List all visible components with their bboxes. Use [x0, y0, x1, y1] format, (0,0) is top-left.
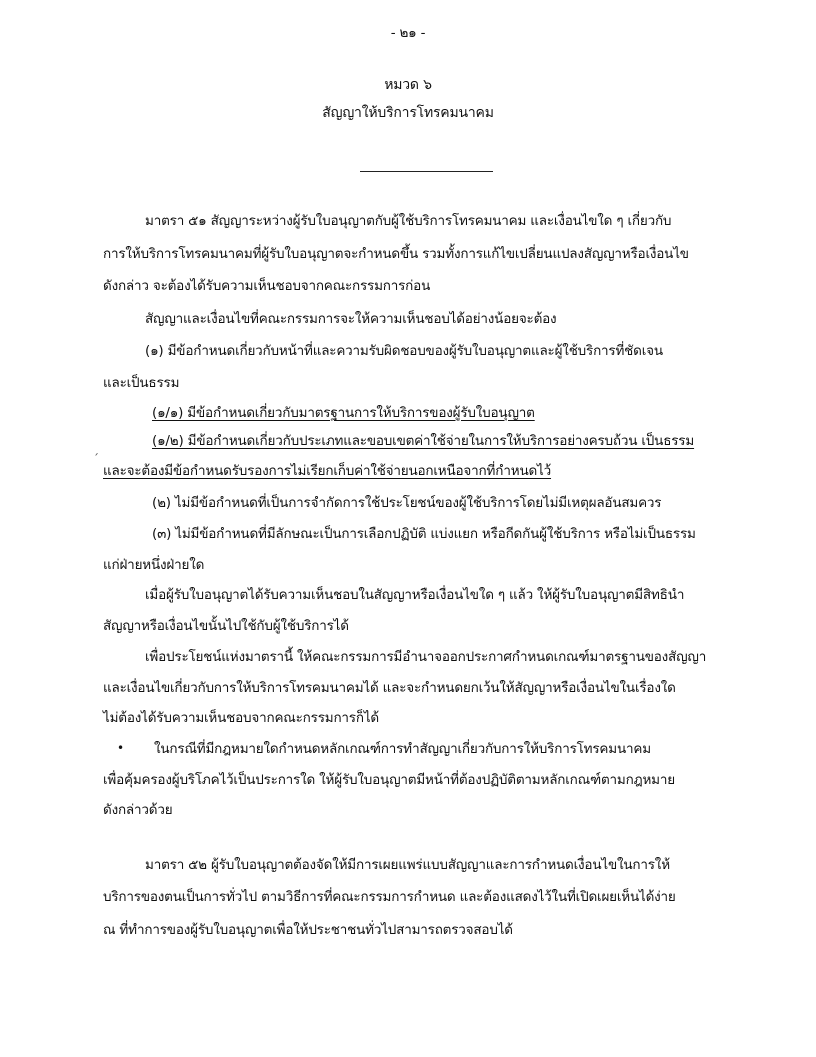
- benefit-line-1: เพื่อประโยชน์แห่งมาตรานี้ ให้คณะกรรมการมีอำนาจออกประกาศกำหนดเกณฑ์มาตรฐานของสัญญา: [145, 649, 707, 665]
- benefit-line-2: และเงื่อนไขเกี่ยวกับการให้บริการโทรคมนาคมได้ และจะกำหนดยกเว้นให้สัญญาหรือเงื่อนไขในเรื่องใด: [103, 680, 676, 696]
- section-52-line-2: บริการของตนเป็นการทั่วไป ตามวิธีการที่คณะกรรมการกำหนด และต้องแสดงไว้ในที่เปิดเผยเห็นได้ง่าย: [103, 889, 676, 905]
- page-number: - ๒๑ -: [390, 25, 426, 41]
- approval-line-1: เมื่อผู้รับใบอนุญาตได้รับความเห็นชอบในสัญญาหรือเงื่อนไขใด ๆ แล้ว ให้ผู้รับใบอนุญาตมีสิทธินำ: [145, 587, 685, 603]
- clause-3-line-2: แก่ฝ่ายหนึ่งฝ่ายใด: [103, 557, 205, 573]
- stray-mark: ˊ: [93, 452, 99, 466]
- bullet-mark: •: [117, 741, 125, 755]
- section-52-line-1: มาตรา ๕๒ ผู้รับใบอนุญาตต้องจัดให้มีการเผยแพร่แบบสัญญาและการกำหนดเงื่อนไขในการให้: [145, 857, 670, 873]
- section-51-line-1: มาตรา ๕๑ สัญญาระหว่างผู้รับใบอนุญาตกับผู้ใช้บริการโทรคมนาคม และเงื่อนไขใด ๆ เกี่ยวกับ: [145, 213, 672, 229]
- law-line-1: ในกรณีที่มีกฎหมายใดกำหนดหลักเกณฑ์การทำสัญญาเกี่ยวกับการให้บริการโทรคมนาคม: [154, 741, 651, 757]
- chapter-title: หมวด ๖: [384, 77, 432, 93]
- approval-line-2: สัญญาหรือเงื่อนไขนั้นไปใช้กับผู้ใช้บริการได้: [103, 618, 349, 634]
- clause-1-2-line-2: และจะต้องมีข้อกำหนดรับรองการไม่เรียกเก็บค่าใช้จ่ายนอกเหนือจากที่กำหนดไว้: [103, 463, 552, 479]
- clause-1-1: (๑/๑) มีข้อกำหนดเกี่ยวกับมาตรฐานการให้บริการของผู้รับใบอนุญาต: [152, 405, 535, 421]
- clause-1-line-2: และเป็นธรรม: [103, 375, 180, 391]
- law-line-3: ดังกล่าวด้วย: [103, 802, 173, 818]
- conditions-intro: สัญญาและเงื่อนไขที่คณะกรรมการจะให้ความเห็นชอบได้อย่างน้อยจะต้อง: [145, 311, 557, 327]
- clause-2: (๒) ไม่มีข้อกำหนดที่เป็นการจำกัดการใช้ประโยชน์ของผู้ใช้บริการโดยไม่มีเหตุผลอันสมควร: [152, 495, 662, 511]
- section-52-line-3: ณ ที่ทำการของผู้รับใบอนุญาตเพื่อให้ประชาชนทั่วไปสามารถตรวจสอบได้: [103, 922, 513, 938]
- clause-3-line-1: (๓) ไม่มีข้อกำหนดที่มีลักษณะเป็นการเลือกปฏิบัติ แบ่งแยก หรือกีดกันผู้ใช้บริการ หรือไม่เป็นธรรม: [152, 526, 696, 542]
- benefit-line-3: ไม่ต้องได้รับความเห็นชอบจากคณะกรรมการก็ได้: [103, 710, 379, 726]
- section-51-line-3: ดังกล่าว จะต้องได้รับความเห็นชอบจากคณะกรรมการก่อน: [103, 278, 431, 294]
- clause-1-2-line-1: (๑/๒) มีข้อกำหนดเกี่ยวกับประเภทและขอบเขตค่าใช้จ่ายในการให้บริการอย่างครบถ้วน เป็นธรรม: [152, 433, 695, 449]
- law-line-2: เพื่อคุ้มครองผู้บริโภคไว้เป็นประการใด ให้ผู้รับใบอนุญาตมีหน้าที่ต้องปฏิบัติตามหลักเกณฑ์ตามกฎหมาย: [103, 772, 675, 788]
- clause-1-line-1: (๑) มีข้อกำหนดเกี่ยวกับหน้าที่และความรับผิดชอบของผู้รับใบอนุญาตและผู้ใช้บริการที่ชัดเจน: [145, 343, 663, 359]
- section-51-line-2: การให้บริการโทรคมนาคมที่ผู้รับใบอนุญาตจะกำหนดขึ้น รวมทั้งการแก้ไขเปลี่ยนแปลงสัญญาหรือเงื่อนไข: [103, 246, 689, 262]
- chapter-subtitle: สัญญาให้บริการโทรคมนาคม: [322, 105, 494, 121]
- separator-rule: [360, 171, 493, 172]
